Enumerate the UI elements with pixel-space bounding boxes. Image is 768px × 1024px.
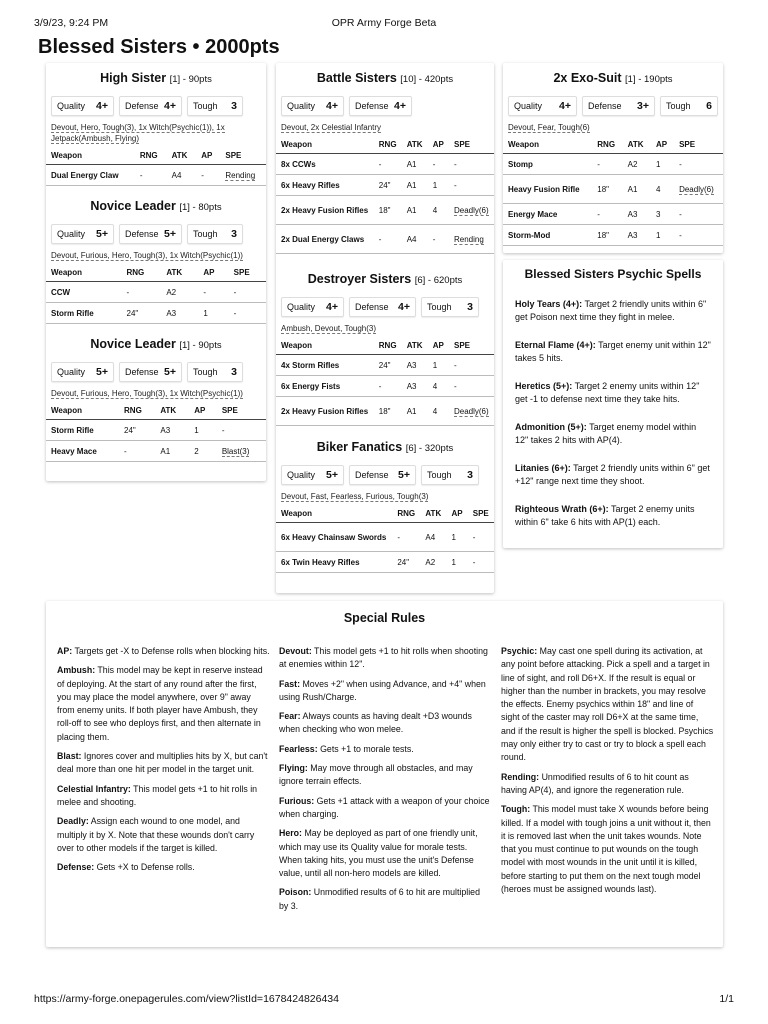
page-url[interactable]: https://army-forge.onepagerules.com/view?listId=1678424826434	[34, 993, 339, 1005]
unit-title-novice-leader-1: Novice Leader [1] - 80pts	[90, 199, 222, 213]
spell-item: Holy Tears (4+): Target 2 friendly units within 6" get Poison next time they fight in melee.	[515, 299, 707, 322]
spell-item: Heretics (5+): Target 2 enemy units within 12" get -1 to defense next time they take hits.	[515, 381, 700, 404]
quality-stat: Quality 5+	[281, 465, 344, 485]
unit-rules: Devout, 2x Celestial Infantry	[281, 123, 382, 132]
table-row: 2x Dual Energy Claws - A4 - Rending	[276, 225, 494, 254]
unit-card-exo-suit	[503, 63, 723, 253]
unit-title-novice-leader-2: Novice Leader [1] - 90pts	[90, 337, 222, 351]
unit-meta: [1] - 90pts	[169, 74, 212, 85]
rule-item: Rending: Unmodified results of 6 to hit count as having AP(4), and ignore the regeneration rule.	[501, 771, 689, 795]
spell-item: Litanies (6+): Target 2 friendly units within 6" get +12" range next time they shoot.	[515, 463, 710, 486]
print-date: 3/9/23, 9:24 PM	[34, 17, 109, 29]
table-row: 6x Twin Heavy Rifles 24" A2 1 -	[276, 552, 494, 573]
table-row: Dual Energy Claw - A4 - Rending	[46, 165, 266, 186]
table-row: 4x Storm Rifles 24" A3 1 -	[276, 355, 494, 376]
psychic-spells-card	[503, 260, 723, 548]
table-row: CCW - A2 - -	[46, 282, 266, 303]
rule-item: Celestial Infantry: This model gets +1 to hit rolls in melee and shooting.	[57, 783, 258, 807]
special-rules-card	[46, 601, 723, 947]
rule-item: Fast: Moves +2" when using Advance, and +4" when using Rush/Charge.	[279, 678, 486, 702]
stat-row	[46, 96, 266, 116]
rule-item: Ambush: This model may be kept in reserve instead of deploying. At the start of any round after the first, you may place the model anywhere, over 9" away from enemy units. If both player have Ambush, they roll-off to see who deploys first, and then alternate in placing them.	[57, 665, 263, 742]
rule-item: Fearless: Gets +1 to morale tests.	[279, 743, 414, 754]
defense-stat: Defense 5+	[119, 224, 182, 244]
quality-stat: Quality 4+	[51, 96, 114, 116]
unit-name: High Sister	[100, 71, 167, 85]
tough-stat: Tough 3	[187, 362, 243, 382]
defense-stat: Defense 5+	[349, 465, 416, 485]
unit-card-column-1	[46, 63, 266, 481]
special-rules-column-1	[57, 645, 270, 880]
tough-stat: Tough 3	[421, 465, 479, 485]
defense-stat: Defense 4+	[119, 96, 182, 116]
weapon-table: Weapon RNG ATK AP SPE CCW - A2 - - Storm Rifle 24" A3 1 -	[46, 264, 266, 324]
rule-link[interactable]: Deadly(6)	[453, 205, 489, 215]
tough-stat: Tough 3	[421, 297, 479, 317]
defense-stat: Defense 4+	[349, 96, 412, 116]
print-footer	[34, 993, 734, 1007]
rule-item: Defense: Gets +X to Defense rolls.	[57, 862, 195, 873]
rule-item: Tough: This model must take X wounds before being killed. If a model with tough joins a unit without it, then it is removed last when the unit takes wounds. Note that you must continue to put wounds on the tough model with most wounds in the unit until it is killed, before starting to put them on the next tough model (heroes must be assigned wounds last).	[501, 804, 711, 895]
table-row: Heavy Mace - A1 2 Blast(3)	[46, 441, 266, 462]
page-number: 1/1	[719, 993, 734, 1005]
special-rules-title: Special Rules	[343, 611, 426, 625]
quality-stat: Quality 5+	[51, 224, 114, 244]
table-row: 2x Heavy Fusion Rifles 18" A1 4 Deadly(6)	[276, 196, 494, 225]
stat-row	[276, 465, 494, 485]
stat-row	[46, 362, 266, 382]
stat-row	[276, 96, 494, 116]
weapon-table: Weapon RNG ATK AP SPE Dual Energy Claw - A4 - Rending	[46, 147, 266, 186]
unit-rules: Devout, Hero, Tough(3), 1x Witch(Psychic(1)), 1x Jetpack(Ambush, Flying)	[51, 123, 225, 143]
rule-item: Blast: Ignores cover and multiplies hits by X, but can't deal more than one hit per model in the target unit.	[57, 751, 268, 775]
print-title: OPR Army Forge Beta	[331, 17, 437, 29]
weapon-table: Weapon RNG ATK AP SPE 6x Heavy Chainsaw Swords - A4 1 - 6x Twin Heavy Rifles 24" A2 1 -	[276, 505, 494, 573]
special-rules-column-2	[279, 645, 491, 919]
print-header	[34, 17, 734, 31]
weapon-table: Weapon RNG ATK AP SPE Storm Rifle 24" A3 1 - Heavy Mace - A1 2 Blast(3)	[46, 402, 266, 462]
rule-item: Fear: Always counts as having dealt +D3 wounds when checking who won melee.	[279, 711, 472, 735]
unit-card-column-2	[276, 63, 494, 593]
weapon-table: Weapon RNG ATK AP SPE 8x CCWs - A1 - - 6x Heavy Rifles 24" A1 1 - 2x Heavy Fusion Rifles 18" A1 4 Deadly(6) 2x Dual Energy Claws - A4 - Rending	[276, 136, 494, 254]
stat-row	[503, 96, 723, 116]
quality-stat: Quality 4+	[508, 96, 577, 116]
quality-stat: Quality 4+	[281, 96, 344, 116]
rule-link[interactable]: Deadly(6)	[679, 184, 714, 194]
quality-stat: Quality 5+	[51, 362, 114, 382]
special-rules-column-3	[501, 645, 714, 902]
tough-stat: Tough 6	[660, 96, 718, 116]
unit-title-high-sister	[46, 71, 266, 87]
rule-link[interactable]: Blast(3)	[221, 446, 250, 456]
unit-rules: Devout, Furious, Hero, Tough(3), 1x Witch(Psychic(1))	[51, 251, 243, 260]
stat-row	[276, 297, 494, 317]
rule-item: Deadly: Assign each wound to one model, and multiply it by X. Note that these wounds don't carry over to other models if the target is killed.	[57, 816, 255, 853]
tough-stat: Tough 3	[187, 224, 243, 244]
table-row: 8x CCWs - A1 - -	[276, 154, 494, 175]
table-row: Stomp - A2 1 -	[503, 154, 723, 175]
unit-title-battle-sisters: Battle Sisters [10] - 420pts	[316, 71, 454, 85]
rule-item: Hero: May be deployed as part of one friendly unit, which may use its Quality value for morale tests. When taking hits, you must use the unit's Defense value, until all non-hero models are killed.	[279, 828, 478, 879]
table-row: 6x Energy Fists - A3 4 -	[276, 376, 494, 397]
unit-title-exo-suit: 2x Exo-Suit [1] - 190pts	[553, 71, 673, 85]
rule-link[interactable]: Deadly(6)	[453, 406, 489, 416]
table-row: 6x Heavy Rifles 24" A1 1 -	[276, 175, 494, 196]
unit-rules: Devout, Fast, Fearless, Furious, Tough(3)	[281, 492, 429, 501]
spell-item: Eternal Flame (4+): Target enemy unit within 12" takes 5 hits.	[515, 340, 711, 363]
quality-stat: Quality 4+	[281, 297, 344, 317]
stat-row	[46, 224, 266, 244]
page-title: Blessed Sisters • 2000pts	[38, 36, 280, 58]
rule-item: Flying: May move through all obstacles, and may ignore terrain effects.	[279, 763, 473, 787]
weapon-table: Weapon RNG ATK AP SPE Stomp - A2 1 - Heavy Fusion Rifle 18" A1 4 Deadly(6) Energy Mace - A3 3 - Storm-Mod 18" A3 1 -	[503, 136, 723, 246]
rule-item: Furious: Gets +1 attack with a weapon of your choice when charging.	[279, 795, 490, 819]
unit-rules: Devout, Furious, Hero, Tough(3), 1x Witch(Psychic(1))	[51, 389, 243, 398]
table-row: Storm-Mod 18" A3 1 -	[503, 225, 723, 246]
spell-item: Admonition (5+): Target enemy model within 12" takes 2 hits with AP(4).	[515, 422, 697, 445]
weapon-table: Weapon RNG ATK AP SPE 4x Storm Rifles 24" A3 1 - 6x Energy Fists - A3 4 - 2x Heavy Fusion Rifles 18" A1 4 Deadly(6)	[276, 337, 494, 426]
unit-title-biker-fanatics: Biker Fanatics [6] - 320pts	[316, 440, 454, 454]
defense-stat: Defense 5+	[119, 362, 182, 382]
tough-stat: Tough 3	[187, 96, 243, 116]
table-row: Heavy Fusion Rifle 18" A1 4 Deadly(6)	[503, 175, 723, 204]
defense-stat: Defense 4+	[349, 297, 416, 317]
defense-stat: Defense 3+	[582, 96, 655, 116]
table-row: Storm Rifle 24" A3 1 -	[46, 303, 266, 324]
rule-item: Devout: This model gets +1 to hit rolls when shooting at enemies within 12".	[279, 646, 488, 670]
table-row: Storm Rifle 24" A3 1 -	[46, 420, 266, 441]
rule-item: Psychic: May cast one spell during its activation, at any point before attacking. Pick a spell and a target in line of sight, and roll D6+X. If the result is equal or higher than the number in brackets, you may resolve the effects. Enemy psychics within 18" and line of sight of the caster may roll D6+X at the same time, and if the result is higher the spell is blocked. Psychics may only either try to cast or try to block a spell each round.	[501, 646, 714, 763]
rule-item: AP: Targets get -X to Defense rolls when blocking hits.	[57, 646, 270, 656]
rule-link[interactable]: Rending	[225, 170, 256, 180]
unit-title-destroyer-sisters: Destroyer Sisters [6] - 620pts	[307, 272, 463, 286]
spell-item: Righteous Wrath (6+): Target 2 enemy units within 6" take 6 hits with AP(1) each.	[515, 504, 695, 527]
rule-link[interactable]: Rending	[453, 234, 484, 244]
table-row: Energy Mace - A3 3 -	[503, 204, 723, 225]
table-row: 6x Heavy Chainsaw Swords - A4 1 -	[276, 523, 494, 552]
unit-rules: Ambush, Devout, Tough(3)	[281, 324, 377, 333]
spells-title: Blessed Sisters Psychic Spells	[524, 267, 702, 281]
unit-rules: Devout, Fear, Tough(6)	[508, 123, 590, 132]
rule-item: Poison: Unmodified results of 6 to hit are multiplied by 3.	[279, 887, 480, 911]
table-row: 2x Heavy Fusion Rifles 18" A1 4 Deadly(6)	[276, 397, 494, 426]
